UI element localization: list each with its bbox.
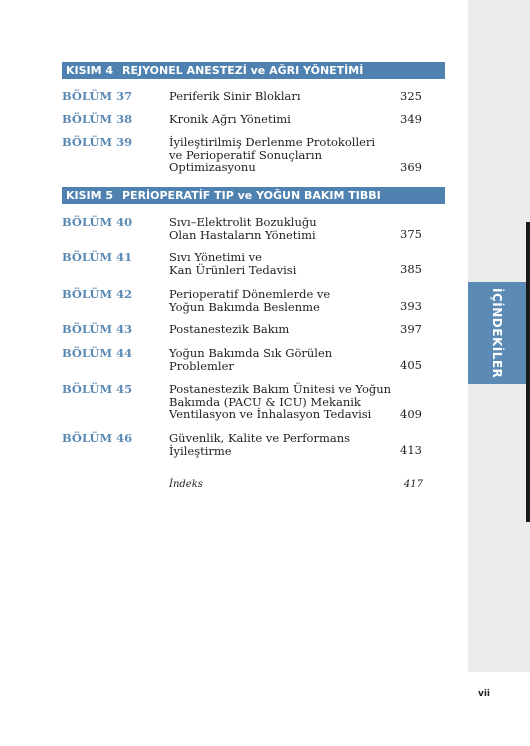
chapter-label: BÖLÜM 44	[62, 346, 133, 360]
chapter-title-line: Kan Ürünleri Tedavisi	[169, 262, 297, 277]
chapter-label: BÖLÜM 38	[62, 112, 133, 126]
chapter-title	[169, 251, 394, 276]
toc-tab-label: İÇİNDEKİLER	[490, 287, 504, 379]
chapter-page: 405	[400, 358, 422, 372]
index-label: İndeks	[169, 479, 203, 490]
chapter-title-line: Perioperatif Dönemlerde ve	[169, 287, 331, 301]
chapter-title-line: Periferik Sinir Blokları	[169, 89, 301, 103]
chapter-title	[169, 136, 394, 174]
section-title: PERİOPERATİF TIP ve YOĞUN BAKIM TIBBI	[122, 189, 381, 202]
chapter-title	[169, 432, 394, 457]
chapter-title-line: Ventilasyon ve İnhalasyon Tedavisi	[169, 407, 372, 421]
section-number: KISIM 4	[66, 64, 114, 77]
section-number: KISIM 5	[66, 189, 114, 202]
chapter-title	[169, 323, 394, 336]
chapter-title-line: Olan Hastaların Yönetimi	[169, 227, 316, 242]
section-header-kisim-5	[62, 187, 445, 204]
chapter-label: BÖLÜM 41	[62, 250, 133, 264]
chapter-page: 349	[400, 112, 422, 126]
chapter-title-line: İyileştirilmiş Derlenme Protokolleri	[169, 135, 376, 149]
section-title: REJYONEL ANESTEZİ ve AĞRI YÖNETİMİ	[122, 64, 364, 77]
chapter-label: BÖLÜM 46	[62, 431, 133, 445]
toc-tab[interactable]	[468, 282, 526, 384]
section-header-kisim-4	[62, 62, 445, 79]
chapter-title-line: Optimizasyonu	[169, 160, 256, 174]
chapter-title	[169, 216, 394, 241]
chapter-label: BÖLÜM 43	[62, 322, 133, 336]
page-number: vii	[477, 689, 490, 699]
page-edge	[526, 222, 530, 522]
chapter-title-line: Kronik Ağrı Yönetimi	[169, 112, 291, 126]
chapter-label: BÖLÜM 40	[62, 215, 133, 229]
chapter-title-line: Postanestezik Bakım	[169, 322, 290, 336]
chapter-page: 325	[400, 89, 422, 103]
chapter-page: 393	[400, 299, 422, 313]
chapter-page: 369	[400, 160, 422, 174]
chapter-title-line: Güvenlik, Kalite ve Performans	[169, 431, 351, 445]
chapter-title	[169, 113, 394, 126]
chapter-label: BÖLÜM 42	[62, 287, 133, 301]
chapter-title-line: Yoğun Bakımda Beslenme	[169, 299, 320, 314]
chapter-title	[169, 90, 394, 103]
chapter-title-line: Postanestezik Bakım Ünitesi ve Yoğun	[169, 382, 392, 396]
chapter-label: BÖLÜM 39	[62, 135, 133, 149]
chapter-page: 375	[400, 227, 422, 241]
index-page: 417	[403, 479, 423, 490]
chapter-title-line: ve Perioperatif Sonuçların	[169, 147, 322, 162]
chapter-title	[169, 383, 394, 421]
chapter-title	[169, 347, 394, 372]
chapter-page: 413	[400, 443, 422, 457]
chapter-title	[169, 288, 394, 313]
toc-entry-index[interactable]	[169, 479, 423, 490]
chapter-page: 385	[400, 262, 422, 276]
chapter-label: BÖLÜM 45	[62, 382, 133, 396]
chapter-label: BÖLÜM 37	[62, 89, 133, 103]
chapter-title-line: Sıvı Yönetimi ve	[169, 250, 262, 264]
chapter-title-line: Bakımda (PACU & ICU) Mekanik	[169, 394, 361, 409]
chapter-title-line: Yoğun Bakımda Sık Görülen	[169, 346, 333, 360]
chapter-title-line: Problemler	[169, 358, 234, 373]
chapter-page: 397	[400, 322, 422, 336]
chapter-page: 409	[400, 407, 422, 421]
chapter-title-line: İyileştirme	[169, 443, 232, 458]
chapter-title-line: Sıvı–Elektrolit Bozukluğu	[169, 215, 317, 229]
